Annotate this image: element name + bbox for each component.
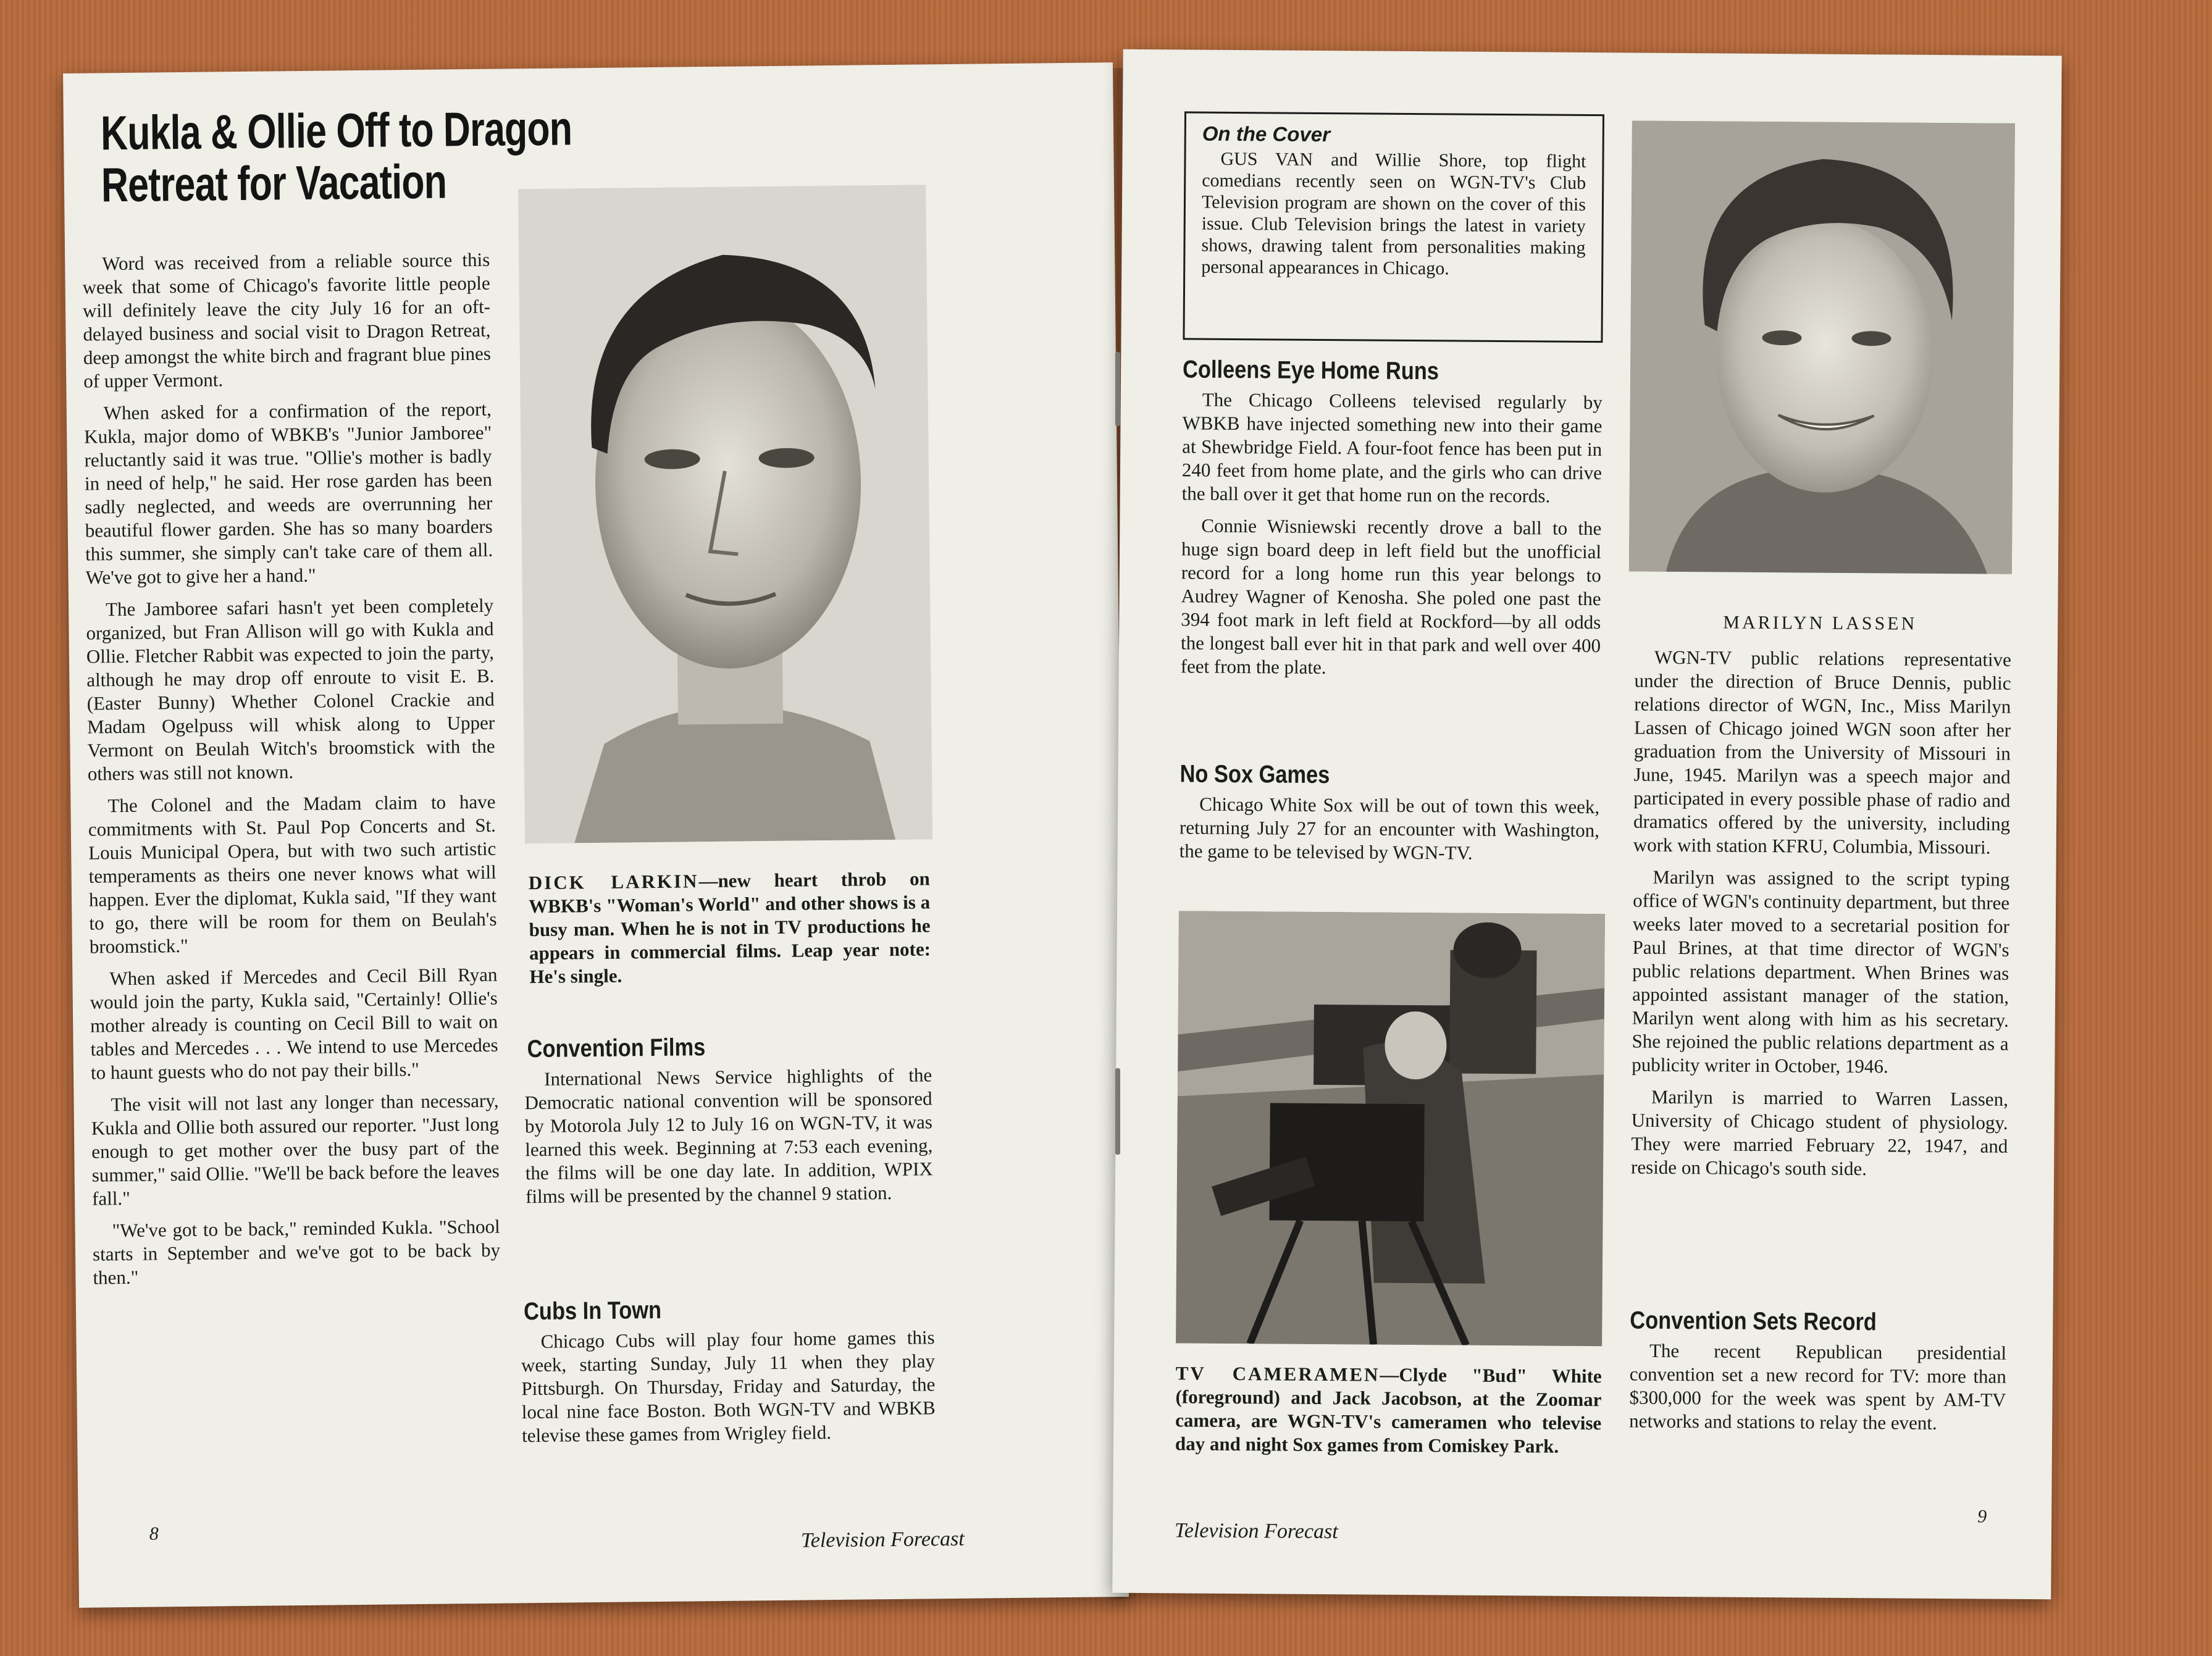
cubs-in-town-text [521, 1326, 936, 1456]
portrait-illustration [518, 185, 932, 843]
convention-record-text [1629, 1339, 2006, 1444]
article-paragraph: When asked for a confirmation of the report, Kukla, major domo of WBKB's "Junior Jamboree" reluctantly said it was true. "Ollie's mother is badly in need of help," he said. Her rose garden has been sadly neglected, and weeds are overrunning her beautiful flower garden. She has so many boarders this summer, she simply can't take care of them all. We've got to give her a hand." [84, 398, 493, 588]
headline: Kukla & Ollie Off to Dragon Retreat for Vacation [100, 101, 572, 212]
caption-text: —Clyde "Bud" White (foreground) and Jack Jacobson, at the Zoomar camera, are WGN-TV's cameramen who televise day and night Sox games from Comiskey Park. [1175, 1363, 1602, 1457]
kukla-article [82, 248, 501, 1298]
cover-box-title: On the Cover [1202, 122, 1331, 146]
dick-larkin-caption [529, 867, 931, 989]
article-paragraph: Chicago Cubs will play four home games this week, starting Sunday, July 11 when they play Pittsburgh. On Thursday, Friday and Saturday, the local nine face Boston. Both WGN-TV and WBKB televise these games from Wrigley field. [521, 1326, 936, 1447]
cover-box-text: GUS VAN and Willie Shore, top flight comedians recently seen on WGN-TV's Club Television program are shown on the cover of this issue. Club Television brings the latest in variety shows, drawing talent from personalities making personal appearances in Chicago. [1201, 148, 1586, 279]
on-the-cover-box [1183, 111, 1604, 343]
dick-larkin-photo [518, 185, 932, 843]
marilyn-lassen-photo [1629, 120, 2015, 574]
article-paragraph: Marilyn was assigned to the script typing office of WGN's continuity department, but three weeks later moved to a secretarial position for Paul Brines, at that time director of WGN's public relations department. When Brines was appointed assistant manager of the station, Marilyn went along with him as his secretary. She rejoined the public relations department as a publicity writer in October, 1946. [1632, 866, 2010, 1077]
portrait-illustration [1629, 120, 2015, 574]
article-paragraph: International News Service highlights of the Democratic national convention will be sponsored by Motorola July 12 to July 16 on WGN-TV, it was learned this week. Beginning at 7:53 each evening, the films will be one day late. In addition, WPIX films will be presented by the channel 9 station. [524, 1064, 933, 1208]
article-paragraph: The Chicago Colleens televised regularly by WBKB have injected something new into their game at Shewbridge Field. A four-foot fence has been put in 240 feet from home plate, and the girls who can drive the ball over it get that home run on the records. [1181, 388, 1602, 507]
staple-top [1115, 352, 1120, 426]
marilyn-lassen-label: MARILYN LASSEN [1723, 612, 1917, 634]
cameramen-caption [1175, 1361, 1602, 1458]
article-paragraph: The Colonel and the Madam claim to have commitments with St. Paul Pop Concerts and St. Louis Municipal Opera, but with two such artistic temperaments as theirs one never knows what will happen. Ever the diplomat, Kukla said, "If they want to go, there will be room for them on Beulah's broomstick." [88, 790, 497, 958]
no-sox-text [1179, 792, 1599, 874]
convention-films-text [524, 1063, 933, 1217]
article-paragraph: Marilyn is married to Warren Lassen, University of Chicago student of physiology. They were married February 22, 1947, and reside on Chicago's south side. [1631, 1085, 2009, 1180]
caption-name: TV CAMERAMEN [1175, 1362, 1380, 1386]
colleens-heading: Colleens Eye Home Runs [1182, 356, 1439, 385]
article-paragraph: The visit will not last any longer than necessary, Kukla and Ollie both assured our reporter. "Just long enough to get mother over the busy part of the summer," said Ollie. "We'll be back before the leaves fall." [91, 1089, 500, 1210]
caption-name: DICK LARKIN [528, 870, 699, 894]
page-number: 9 [1977, 1506, 1987, 1527]
page-footer: Television Forecast [1174, 1519, 1338, 1544]
article-paragraph: "We've got to be back," reminded Kukla. "School starts in September and we've got to be back by then." [92, 1215, 501, 1289]
marilyn-lassen-bio [1631, 646, 2011, 1190]
article-paragraph: WGN-TV public relations representative under the direction of Bruce Dennis, public relations director of WGN, Inc., Miss Marilyn Lassen of Chicago joined WGN soon after her graduation from the University of Missouri in June, 1945. Marilyn was a speech major and participated in every possible phase of radio and dramatics offered by the university, including work with station KFRU, Columbia, Missouri. [1633, 646, 2012, 858]
convention-films-heading: Convention Films [527, 1034, 706, 1063]
article-paragraph: Word was received from a reliable source this week that some of Chicago's favorite little people will definitely leave the city July 16 for an oft-delayed business and social visit to Dragon Retreat, deep amongst the white birch and fragrant blue pines of upper Vermont. [82, 248, 492, 392]
article-paragraph: Chicago White Sox will be out of town this week, returning July 27 for an encounter with Washington, the game to be televised by WGN-TV. [1179, 793, 1600, 864]
convention-record-heading: Convention Sets Record [1630, 1307, 1877, 1336]
article-paragraph: Connie Wisniewski recently drove a ball to the huge sign board deep in left field but the unofficial record for a long home run this year belongs to Audrey Wagner of Kenosha. She poled one past the 394 foot mark in left field at Rockford—by all odds the longest ball ever hit in that park and well over 400 feet from the plate. [1180, 514, 1602, 679]
page-footer: Television Forecast [800, 1527, 965, 1552]
staple-bottom [1115, 1068, 1120, 1155]
cameramen-illustration [1176, 911, 1605, 1346]
colleens-text [1181, 388, 1602, 690]
no-sox-heading: No Sox Games [1179, 760, 1330, 789]
cameramen-photo [1176, 911, 1605, 1346]
article-paragraph: The recent Republican presidential convention set a new record for TV: more than $300,000 for the week was spent by AM-TV networks and stations to relay the event. [1629, 1339, 2007, 1434]
article-paragraph: The Jamboree safari hasn't yet been completely organized, but Fran Allison will go with Kukla and Ollie. Fletcher Rabbit was expected to join the party, although he may drop off enroute to visit E. B. (Easter Bunny) Whether Colonel Crackie and Madam Ogelpuss will whisk along to Upper Vermont on Beulah Witch's broomstick with the others was still not known. [86, 594, 495, 785]
left-page [63, 62, 1129, 1608]
right-page [1112, 49, 2061, 1600]
cubs-in-town-heading: Cubs In Town [523, 1296, 662, 1326]
article-paragraph: When asked if Mercedes and Cecil Bill Ryan would join the party, Kukla said, "Certainly! Ollie's mother already is counting on Cecil Bill to wait on tables and Mercedes . . . We intend to use Mercedes to haunt guests who do not pay their bills." [90, 963, 498, 1084]
page-number: 8 [149, 1523, 159, 1544]
caption-text: —new heart throb on WBKB's "Woman's World" and other shows is a busy man. When he is not in TV productions he appears in commercial films. Leap year note: He's single. [529, 868, 931, 988]
